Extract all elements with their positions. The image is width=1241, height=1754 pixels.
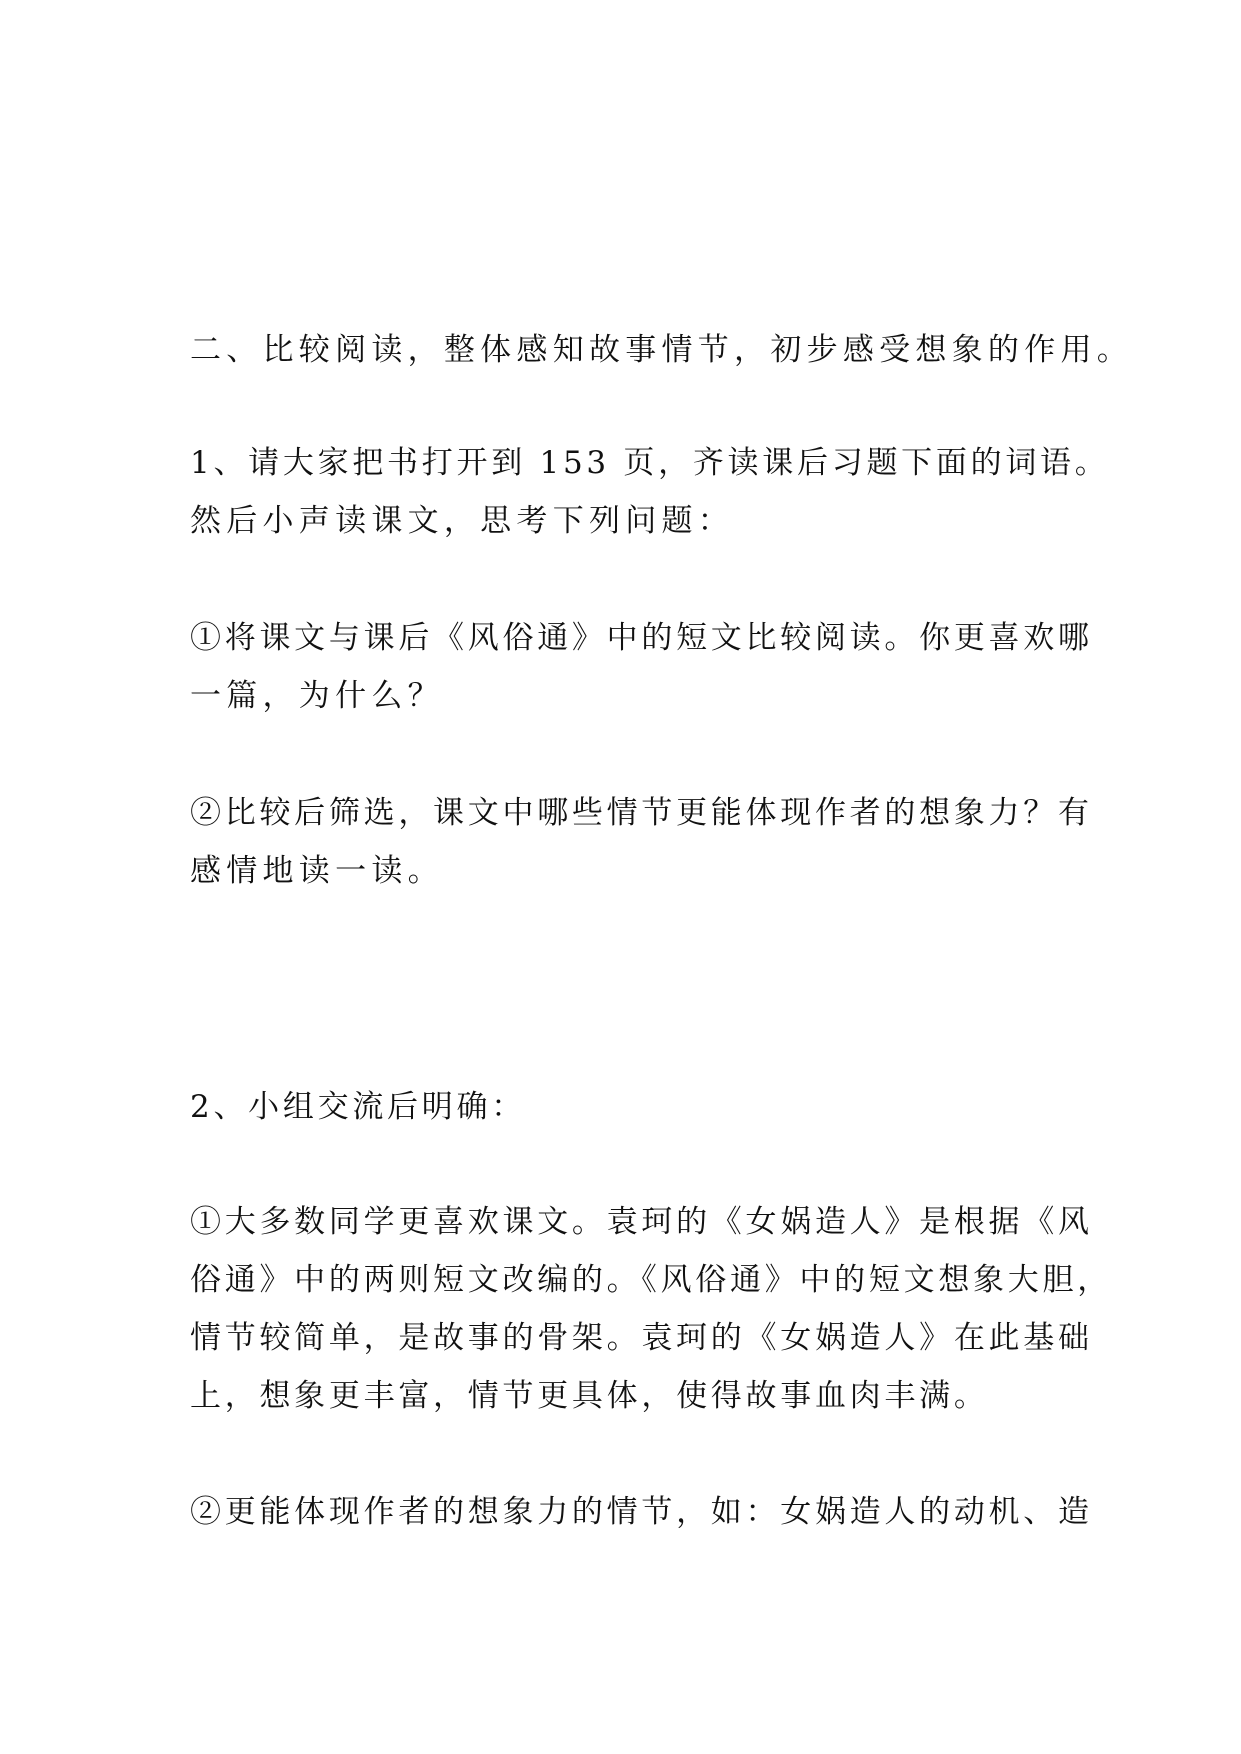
item-2-line-1: 2、小组交流后明确： <box>190 1089 526 1125</box>
answer-1-line-3: 情节较简单，是故事的骨架。袁珂的《女娲造人》在此基础 <box>190 1320 1093 1356</box>
question-2-line-1: ②比较后筛选，课文中哪些情节更能体现作者的想象力？有 <box>190 795 1093 831</box>
question-1-line-1: ①将课文与课后《风俗通》中的短文比较阅读。你更喜欢哪 <box>190 620 1093 656</box>
item-1-line-2: 然后小声读课文，思考下列问题： <box>190 503 735 539</box>
question-2-line-2: 感情地读一读。 <box>190 853 444 889</box>
answer-1-line-4: 上，想象更丰富，情节更具体，使得故事血肉丰满。 <box>190 1378 989 1414</box>
answer-2-line-1: ②更能体现作者的想象力的情节，如：女娲造人的动机、造 <box>190 1494 1093 1530</box>
section-heading: 二、比较阅读，整体感知故事情节，初步感受想象的作用。 <box>190 332 1134 368</box>
item-1-line-1: 1、请大家把书打开到 153 页，齐读课后习题下面的词语。 <box>190 445 1110 481</box>
answer-1-line-1: ①大多数同学更喜欢课文。袁珂的《女娲造人》是根据《风 <box>190 1204 1093 1240</box>
question-1-line-2: 一篇，为什么？ <box>190 678 444 714</box>
answer-1-line-2: 俗通》中的两则短文改编的。《风俗通》中的短文想象大胆， <box>190 1262 1112 1298</box>
